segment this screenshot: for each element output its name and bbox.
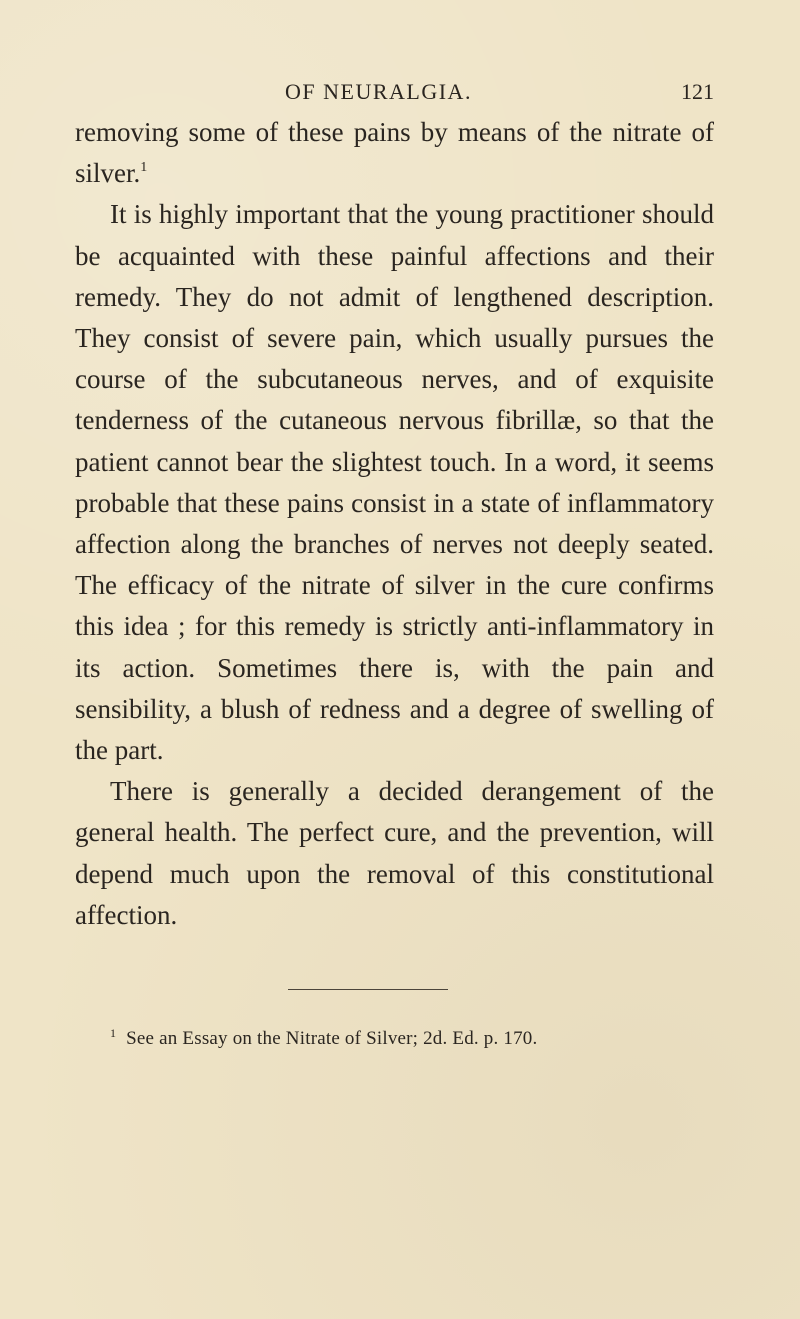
footnote-text: See an Essay on the Nitrate of Silver; 2d. Ed. p. 170. [126,1028,538,1050]
page-body [75,112,714,936]
footnote [110,1021,714,1051]
footnote-reference: 1 [140,160,148,176]
body-paragraph-1-text: removing some of these pains by means of the nitrate of silver. [75,117,714,189]
running-head [75,72,714,112]
page-number: 121 [681,79,714,104]
body-paragraph-2: It is highly important that the young practitioner should be acquainted with these painful affections and their remedy. They do not admit of lengthened description. They consist of severe pain, which usually pursues the course of the subcutaneous nerves, and of exquisite tenderness of the cutaneous nervous fibrillæ, so that the patient cannot bear the slightest touch. In a word, it seems probable that these pains consist in a state of inflammatory affection along the branches of nerves not deeply seated. The efficacy of the nitrate of silver in the cure confirms this idea ; for this remedy is strictly anti-inflammatory in its action. Sometimes there is, with the pain and sensibility, a blush of redness and a degree of swelling of the part. [75,199,714,766]
footnote-marker: 1 [110,1026,117,1041]
chapter-title: OF NEURALGIA. [285,79,472,104]
body-paragraph-1 [75,112,714,194]
body-paragraph-3: There is generally a decided derangement of the general health. The perfect cure, and the prevention, will depend much upon the removal of this constitutional affection. [75,776,714,930]
footnote-divider [288,989,448,990]
